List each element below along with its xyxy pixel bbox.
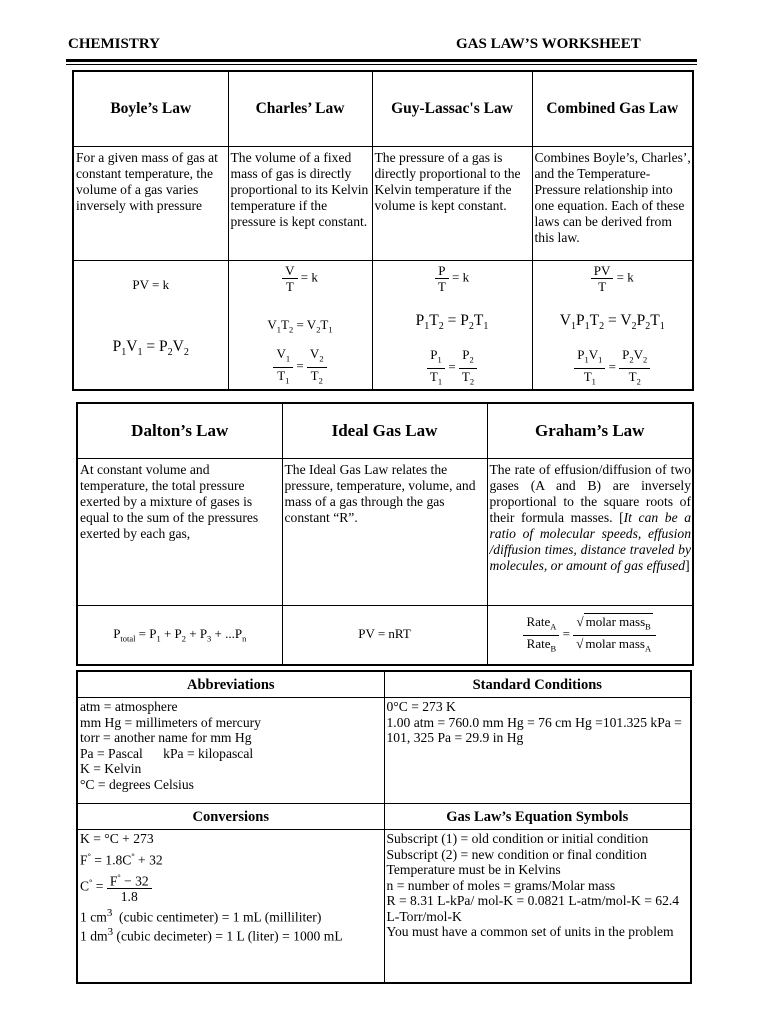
worksheet-title: GAS LAW’S WORKSHEET bbox=[456, 36, 641, 52]
symbol-line: Subscript (1) = old condition or initial condition bbox=[386, 831, 649, 846]
charles-equations bbox=[228, 261, 372, 391]
guy-lussac-law-description: The pressure of a gas is directly proportional to the Kelvin temperature if the volume is kept constant. bbox=[372, 147, 532, 261]
guy-lussac-equation-p1t2: $P_1T_2 = P_2T_1$ bbox=[415, 312, 489, 333]
subject-title: CHEMISTRY bbox=[68, 36, 160, 52]
combined-gas-law-heading: Combined Gas Law bbox=[532, 71, 693, 147]
boyle-equations bbox=[73, 261, 228, 391]
conversions-heading: Conversions bbox=[77, 804, 384, 830]
gas-laws-table-1 bbox=[72, 70, 694, 391]
symbol-line: Temperature must be in Kelvins bbox=[386, 862, 561, 877]
guy-lussac-equations bbox=[372, 261, 532, 391]
conversion-cm3: 1 $cm^3$ (cubic centimeter) = 1 mL (milliliter) bbox=[80, 907, 322, 925]
guy-lussac-equation-ratio: $\frac{P_1}{T_1}$ = $\frac{P_2}{T_2}$ bbox=[373, 347, 532, 389]
dalton-equation: $P_{total} = P_1 + P_2 + P_3 + ...P_n$ bbox=[113, 626, 247, 644]
symbol-line: n = number of moles = grams/Molar mass bbox=[386, 877, 616, 893]
graham-equation-cell bbox=[487, 606, 693, 666]
ideal-gas-equation-cell bbox=[282, 606, 487, 666]
abbreviation-line: K = Kelvin bbox=[80, 761, 142, 776]
condition-line: 0°C = 273 K bbox=[386, 699, 456, 714]
conversion-dm3: 1 $dm^3$ (cubic decimeter) = 1 L (liter) = 1000 mL bbox=[80, 926, 343, 944]
boyle-law-description: For a given mass of gas at constant temperature, the volume of a gas varies inversely with pressure bbox=[73, 147, 228, 261]
abbreviation-line: torr = another name for mm Hg bbox=[80, 730, 252, 745]
symbol-line: R = 8.31 L-kPa/ mol-K = 0.0821 L-atm/mol-K = 62.4 L-Torr/mol-K bbox=[386, 893, 680, 924]
symbols-heading: Gas Law’s Equation Symbols bbox=[384, 804, 691, 830]
combined-equations bbox=[532, 261, 693, 391]
combined-equation-pvtk: $\frac{PV}{T}$ = k bbox=[533, 263, 693, 294]
conversion-kelvin: K = °C + 273 bbox=[80, 831, 154, 846]
charles-equation-vtk: $\frac{V}{T}$ = k bbox=[229, 263, 372, 294]
boyle-equation-p1v1: $P_1V_1 = P_2V_2$ bbox=[112, 338, 189, 359]
boyle-law-heading: Boyle’s Law bbox=[73, 71, 228, 147]
charles-law-heading: Charles’ Law bbox=[228, 71, 372, 147]
ideal-gas-equation: PV = nRT bbox=[358, 626, 411, 641]
charles-equation-v1t2: $V_1T_2 = V_2T_1$ bbox=[267, 317, 333, 335]
combined-equation-linear: $V_1P_1T_2 = V_2P_2T_1$ bbox=[559, 312, 665, 333]
symbol-line: You must have a common set of units in the problem bbox=[386, 924, 674, 939]
symbols-list bbox=[384, 830, 691, 983]
abbreviation-line: Pa = Pascal kPa = kilopascal bbox=[80, 745, 254, 761]
dalton-law-description: At constant volume and temperature, the total pressure exerted by a mixture of gases is equal to the sum of the pressures exerted by each gas, bbox=[77, 459, 282, 606]
ideal-gas-law-heading: Ideal Gas Law bbox=[282, 403, 487, 459]
graham-law-description: The rate of effusion/diffusion of two gases (A and B) are inversely proportional to the square roots of their formula masses. [It can be a ratio of molecular speeds, effusion /diffusion times, distance traveled by molecules, or amount of gas effused] bbox=[487, 459, 693, 606]
abbreviation-line: °C = degrees Celsius bbox=[80, 776, 194, 792]
header-rule bbox=[66, 59, 697, 62]
abbreviations-list bbox=[77, 698, 384, 804]
abbreviations-heading: Abbreviations bbox=[77, 671, 384, 698]
ideal-gas-law-description: The Ideal Gas Law relates the pressure, temperature, volume, and mass of a gas through the gas constant “R”. bbox=[282, 459, 487, 606]
combined-equation-ratio: $\frac{P_1V_1}{T_1}$ = $\frac{P_2V_2}{T_2}$ bbox=[533, 347, 693, 389]
header-rule-thin bbox=[66, 64, 697, 65]
standard-conditions-list bbox=[384, 698, 691, 804]
combined-gas-law-description: Combines Boyle’s, Charles’, and the Temperature-Pressure relationship into one equation. Each of these laws can be derived from this law. bbox=[532, 147, 693, 261]
standard-conditions-heading: Standard Conditions bbox=[384, 671, 691, 698]
reference-table bbox=[76, 670, 692, 984]
charles-equation-ratio: $\frac{V_1}{T_1}$ = $\frac{V_2}{T_2}$ bbox=[229, 346, 372, 388]
dalton-equation-cell bbox=[77, 606, 282, 666]
graham-law-heading: Graham’s Law bbox=[487, 403, 693, 459]
boyle-equation-pvk: PV = k bbox=[132, 277, 170, 292]
guy-lussac-equation-ptk: $\frac{P}{T}$ = k bbox=[373, 263, 532, 294]
graham-equation: $\frac{Rate_A}{Rate_B}$ = $\frac{√ molar mass_B}{√ molar mass_A}$ bbox=[488, 614, 693, 656]
abbreviation-line: atm = atmosphere bbox=[80, 699, 178, 714]
charles-law-description: The volume of a fixed mass of gas is directly proportional to its Kelvin temperature if the pressure is kept constant. bbox=[228, 147, 372, 261]
symbol-line: Subscript (2) = new condition or final condition bbox=[386, 846, 647, 862]
condition-line: 1.00 atm = 760.0 mm Hg = 76 cm Hg =101.325 kPa = 101, 325 Pa = 29.9 in Hg bbox=[386, 714, 682, 745]
conversions-list bbox=[77, 830, 384, 983]
abbreviation-line: mm Hg = millimeters of mercury bbox=[80, 714, 261, 730]
conversion-fahrenheit: F° = 1.8C° + 32 bbox=[80, 851, 163, 868]
conversion-celsius: C° = $\frac{F^\circ - 32}{1.8}$ bbox=[80, 870, 382, 905]
gas-laws-table-2 bbox=[76, 402, 694, 666]
dalton-law-heading: Dalton’s Law bbox=[77, 403, 282, 459]
guy-lussac-law-heading: Guy-Lassac's Law bbox=[372, 71, 532, 147]
